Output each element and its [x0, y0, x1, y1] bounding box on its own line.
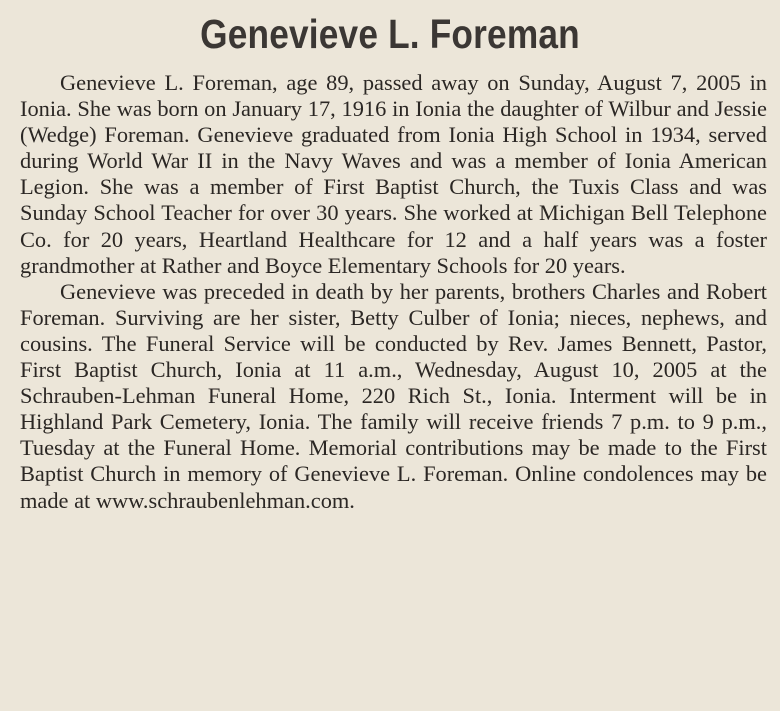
obituary-headline: Genevieve L. Foreman	[200, 11, 580, 57]
obituary-body	[20, 70, 767, 514]
obituary-paragraph-survivors-services: Genevieve was preceded in death by her parents, brothers Charles and Robert Foreman. Surviving are her sister, Betty Culber of Ionia; nieces, nephews, and cousins. The Funeral Service will be conducted by Rev. James Bennett, Pastor, First Baptist Church, Ionia at 11 a.m., Wednesday, August 10, 2005 at the Schrauben-Lehman Funeral Home, 220 Rich St., Ionia. Interment will be in Highland Park Cemetery, Ionia. The family will receive friends 7 p.m. to 9 p.m., Tuesday at the Funeral Home. Memorial contributions may be made to the First Baptist Church in memory of Genevieve L. Foreman. Online condolences may be made at www.schraubenlehman.com.	[20, 278, 767, 513]
obituary-paragraph-biography: Genevieve L. Foreman, age 89, passed away on Sunday, August 7, 2005 in Ionia. She was born on January 17, 1916 in Ionia the daughter of Wilbur and Jessie (Wedge) Foreman. Genevieve graduated from Ionia High School in 1934, served during World War II in the Navy Waves and was a member of Ionia American Legion. She was a member of First Baptist Church, the Tuxis Class and was Sunday School Teacher for over 30 years. She worked at Michigan Bell Telephone Co. for 20 years, Heartland Healthcare for 12 and a half years was a foster grandmother at Rather and Boyce Elementary Schools for 20 years.	[20, 70, 767, 278]
